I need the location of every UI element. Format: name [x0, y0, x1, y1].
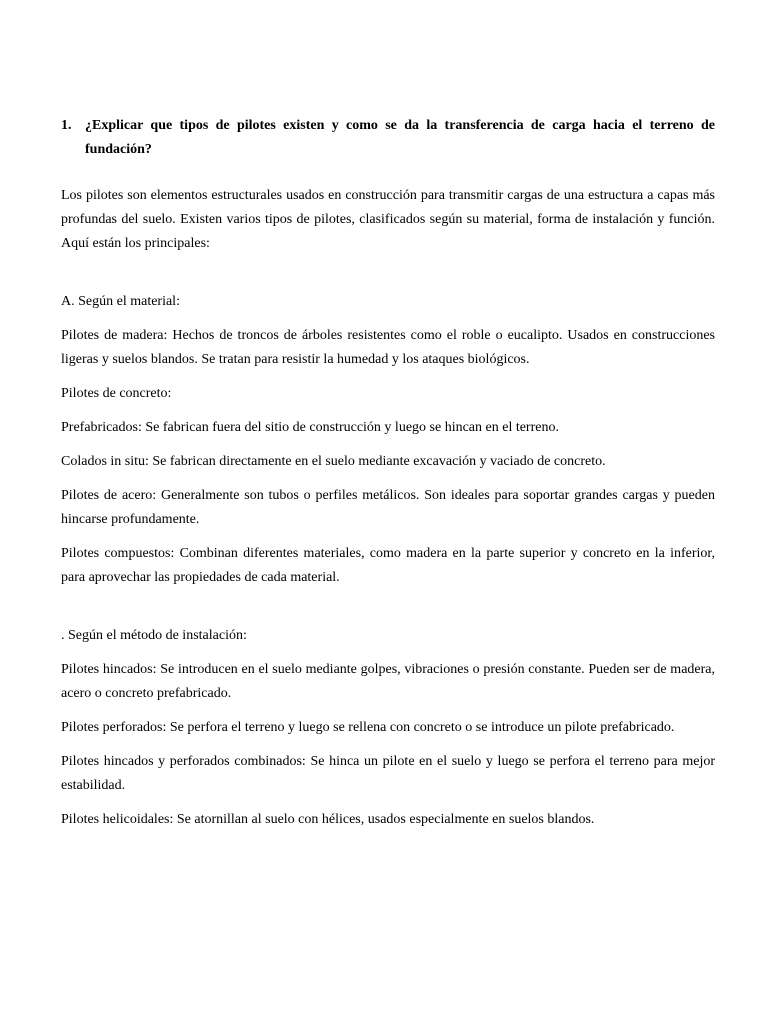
question-heading: [61, 114, 715, 162]
paragraph-precast: Prefabricados: Se fabrican fuera del sitio de construcción y luego se hincan en el terreno.: [61, 420, 559, 435]
question-number: 1.: [61, 118, 72, 133]
paragraph-wood-piles: Pilotes de madera: Hechos de troncos de árboles resistentes como el roble o eucalipto. Usados en construcciones ligeras y suelos blandos. Se tratan para resistir la humedad y los ataques biológicos.: [61, 328, 715, 367]
intro-paragraph: Los pilotes son elementos estructurales usados en construcción para transmitir cargas de una estructura a capas más profundas del suelo. Existen varios tipos de pilotes, clasificados según su material, forma de instalación y función. Aquí están los principales:: [61, 188, 715, 251]
paragraph-cast-in-situ: Colados in situ: Se fabrican directamente en el suelo mediante excavación y vaciado de concreto.: [61, 454, 606, 469]
question-text: ¿Explicar que tipos de pilotes existen y como se da la transferencia de carga hacia el terreno de fundación?: [85, 118, 715, 157]
section-material-heading: A. Según el material:: [61, 294, 180, 309]
paragraph-steel-piles: Pilotes de acero: Generalmente son tubos o perfiles metálicos. Son ideales para soportar grandes cargas y pueden hincarse profundamente.: [61, 488, 715, 527]
document-page: [61, 114, 715, 832]
paragraph-driven-piles: Pilotes hincados: Se introducen en el suelo mediante golpes, vibraciones o presión constante. Pueden ser de madera, acero o concreto prefabricado.: [61, 662, 715, 701]
paragraph-bored-piles: Pilotes perforados: Se perfora el terreno y luego se rellena con concreto o se introduce un pilote prefabricado.: [61, 720, 675, 735]
paragraph-concrete-piles: Pilotes de concreto:: [61, 386, 172, 401]
paragraph-combined-piles: Pilotes hincados y perforados combinados: Se hinca un pilote en el suelo y luego se perfora el terreno para mejor estabilidad.: [61, 754, 715, 793]
paragraph-helical-piles: Pilotes helicoidales: Se atornillan al suelo con hélices, usados especialmente en suelos blandos.: [61, 812, 595, 827]
section-installation-heading: . Según el método de instalación:: [61, 628, 247, 643]
paragraph-composite-piles: Pilotes compuestos: Combinan diferentes materiales, como madera en la parte superior y concreto en la inferior, para aprovechar las propiedades de cada material.: [61, 546, 715, 585]
